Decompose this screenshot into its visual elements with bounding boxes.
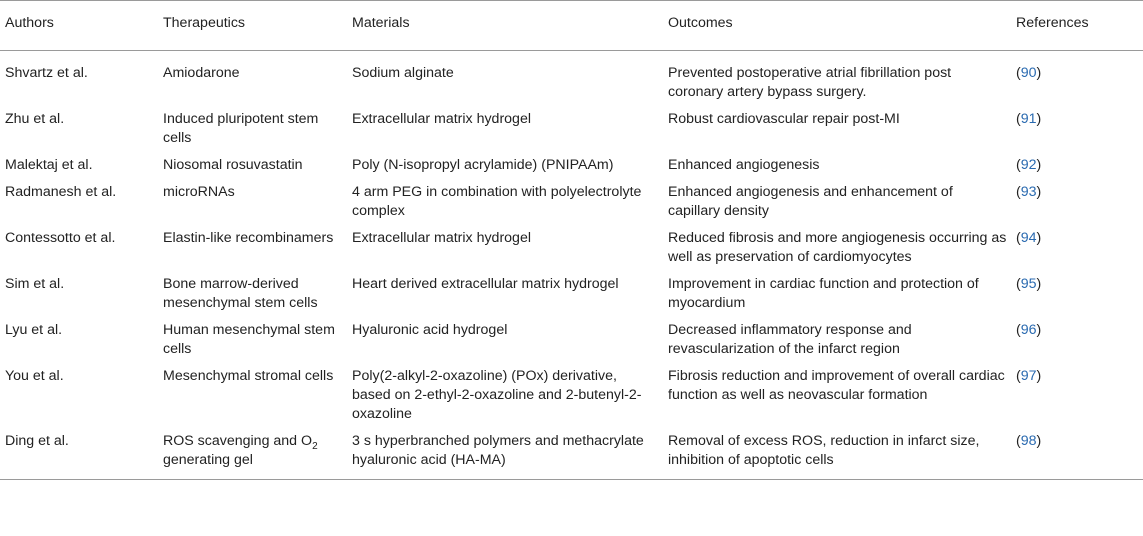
- header-row: [0, 1, 1143, 51]
- cell-therapeutics: Mesenchymal stromal cells: [163, 368, 334, 384]
- reference-link[interactable]: 90: [1020, 65, 1037, 81]
- table-row: [0, 225, 1143, 271]
- table-row: [0, 152, 1143, 179]
- reference-link[interactable]: 98: [1020, 433, 1037, 449]
- table-row: [0, 363, 1143, 428]
- therapeutics-subscript: 2: [312, 440, 318, 452]
- cell-therapeutics: microRNAs: [163, 184, 235, 200]
- cell-materials: Hyaluronic acid hydrogel: [352, 322, 508, 338]
- table-row: [0, 428, 1143, 480]
- cell-reference: (91): [1016, 111, 1042, 127]
- reference-link[interactable]: 91: [1020, 111, 1037, 127]
- cell-authors: Shvartz et al.: [5, 65, 88, 81]
- cell-outcomes: Removal of excess ROS, reduction in infarct size, inhibition of apoptotic cells: [668, 433, 980, 468]
- table-row: [0, 179, 1143, 225]
- cell-reference: (98): [1016, 433, 1042, 449]
- cell-authors: Zhu et al.: [5, 111, 65, 127]
- cell-materials: 3 s hyperbranched polymers and methacrylate hyaluronic acid (HA-MA): [352, 433, 644, 468]
- cell-outcomes: Prevented postoperative atrial fibrillation post coronary artery bypass surgery.: [668, 65, 952, 100]
- cell-outcomes: Enhanced angiogenesis: [668, 157, 820, 173]
- table-row: [0, 317, 1143, 363]
- header-materials: Materials: [352, 15, 410, 31]
- table-row: [0, 51, 1143, 107]
- cell-reference: (95): [1016, 276, 1042, 292]
- reference-link[interactable]: 93: [1020, 184, 1037, 200]
- cell-materials: Poly(2-alkyl-2-oxazoline) (POx) derivative, based on 2-ethyl-2-oxazoline and 2-butenyl-2-oxazoline: [352, 368, 642, 422]
- cell-materials: 4 arm PEG in combination with polyelectrolyte complex: [352, 184, 642, 219]
- cell-therapeutics: Induced pluripotent stem cells: [163, 111, 319, 146]
- cell-outcomes: Fibrosis reduction and improvement of overall cardiac function as well as neovascular formation: [668, 368, 1005, 403]
- cell-authors: Contessotto et al.: [5, 230, 116, 246]
- cell-reference: (93): [1016, 184, 1042, 200]
- cell-therapeutics: Amiodarone: [163, 65, 240, 81]
- cell-materials: Sodium alginate: [352, 65, 454, 81]
- cell-therapeutics: Bone marrow-derived mesenchymal stem cells: [163, 276, 318, 311]
- cell-therapeutics: Human mesenchymal stem cells: [163, 322, 335, 357]
- reference-link[interactable]: 96: [1020, 322, 1037, 338]
- cell-authors: Malektaj et al.: [5, 157, 93, 173]
- reference-link[interactable]: 97: [1020, 368, 1037, 384]
- cell-reference: (97): [1016, 368, 1042, 384]
- cell-authors: Lyu et al.: [5, 322, 63, 338]
- reference-link[interactable]: 94: [1020, 230, 1037, 246]
- cell-outcomes: Robust cardiovascular repair post-MI: [668, 111, 900, 127]
- cell-outcomes: Improvement in cardiac function and protection of myocardium: [668, 276, 979, 311]
- cell-authors: Radmanesh et al.: [5, 184, 117, 200]
- cell-reference: (92): [1016, 157, 1042, 173]
- cell-reference: (90): [1016, 65, 1042, 81]
- reference-link[interactable]: 92: [1020, 157, 1037, 173]
- cell-materials: Poly (N-isopropyl acrylamide) (PNIPAAm): [352, 157, 614, 173]
- header-therapeutics: Therapeutics: [163, 15, 246, 31]
- cell-authors: Sim et al.: [5, 276, 65, 292]
- therapeutics-text-pre: ROS scavenging and O: [163, 433, 313, 449]
- cell-therapeutics: Elastin-like recombinamers: [163, 230, 334, 246]
- cell-authors: Ding et al.: [5, 433, 69, 449]
- table-row: [0, 271, 1143, 317]
- table-row: [0, 106, 1143, 152]
- cell-authors: You et al.: [5, 368, 64, 384]
- cell-outcomes: Enhanced angiogenesis and enhancement of capillary density: [668, 184, 953, 219]
- cell-therapeutics: Niosomal rosuvastatin: [163, 157, 303, 173]
- cell-reference: (96): [1016, 322, 1042, 338]
- cell-therapeutics: [158, 428, 347, 480]
- therapeutics-text-post: generating gel: [163, 452, 253, 468]
- header-authors: Authors: [5, 15, 54, 31]
- cell-materials: Extracellular matrix hydrogel: [352, 111, 531, 127]
- cell-materials: Extracellular matrix hydrogel: [352, 230, 531, 246]
- cell-outcomes: Decreased inflammatory response and revascularization of the infarct region: [668, 322, 912, 357]
- header-outcomes: Outcomes: [668, 15, 733, 31]
- cell-reference: (94): [1016, 230, 1042, 246]
- cell-materials: Heart derived extracellular matrix hydrogel: [352, 276, 619, 292]
- cell-outcomes: Reduced fibrosis and more angiogenesis occurring as well as preservation of cardiomyocytes: [668, 230, 1007, 265]
- header-references: References: [1016, 15, 1089, 31]
- reference-link[interactable]: 95: [1020, 276, 1037, 292]
